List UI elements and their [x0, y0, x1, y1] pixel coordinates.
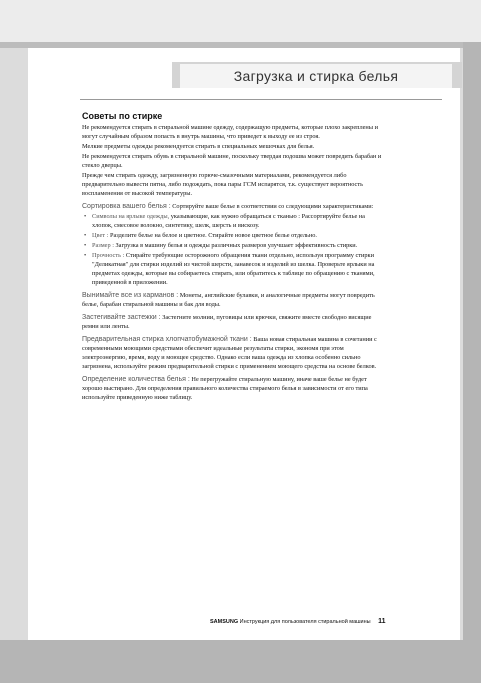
item-term: Прочность :	[92, 252, 125, 259]
content	[82, 112, 382, 402]
load-section	[82, 375, 382, 402]
pockets-text: Монеты, английские булавки, и аналогичные предметы могут повредить белье, барабан стиральной машины и бак для воды.	[82, 292, 375, 308]
list-item	[92, 251, 382, 287]
sort-list	[82, 212, 382, 287]
list-item	[92, 231, 382, 240]
item-text: указывающие, как нужно обращаться с тканью : Рассортируйте белье на хлопок, смесовое волокно, синтетику, шелк, шерсть и вискозу.	[92, 213, 365, 229]
load-title: Определение количества белья :	[82, 376, 190, 383]
fasteners-title: Застегивайте застежки :	[82, 314, 161, 321]
bottom-band	[0, 640, 481, 683]
footer-text: Инструкция для пользователя стиральной машины	[239, 619, 371, 625]
pockets-title: Вынимайте все из карманов :	[82, 292, 179, 299]
intro-paragraph: Прежде чем стирать одежду, загрязненную горюче-смазочными материалами, рекомендуется либо предварительно вывести пятна, либо подождать, пока пары ГСМ испарятся, т.к. существует вероятность воспламенения от высокой температуры.	[82, 172, 363, 197]
section-heading: Советы по стирке	[82, 111, 163, 121]
item-text: Стирайте требующие осторожного обращения ткани отдельно, используя программу стирки "Деликатная" для стирки изделий из чистой шерсти, занавесок и изделий из шелка. Проверьте ярлыки на предметах одежды, которые вы собираетесь стирать, или обратитесь к таблице по обращению с тканями, приведенной в приложении.	[92, 252, 375, 286]
item-text: Разделите белье на белое и цветное. Стирайте новое цветное белье отдельно.	[109, 232, 317, 239]
item-term: Размер :	[92, 242, 114, 249]
load-text: Не перегружайте стиральную машину, иначе ваше белье не будет хорошо выстирано. Для определения правильного количества стираемого белья в зависимости от его типа используйте приведенную ниже таблицу.	[82, 376, 368, 401]
prewash-text: Ваша новая стиральная машина в сочетании с современными моющими средствами обеспечит идеальные результаты стирки, экономя при этом электроэнергию, время, воду и моющее средство. Однако если ваша одежда из хлопка особенно сильно загрязнена, используйте режим предварительной стирки с применением моющего средства на основе белков.	[82, 336, 377, 370]
pockets-section	[82, 291, 382, 309]
prewash-section	[82, 335, 382, 371]
fasteners-section	[82, 313, 382, 331]
footer	[210, 618, 410, 625]
list-item	[92, 212, 382, 230]
intro-paragraph: Не рекомендуется стирать в стиральной машине одежду, содержащую предметы, которые плохо закреплены и могут случайным образом попасть в внутрь машины, что приведет к выходу ее из строя.	[82, 124, 378, 140]
brand-logo: SAMSUNG	[210, 619, 239, 625]
sort-section	[82, 202, 382, 287]
item-text: Загрузка в машину белья и одежды различных размеров улучшает эффективность стирки.	[115, 242, 358, 249]
sort-text: Сортируйте ваше белье в соответствии со следующими характеристиками:	[172, 203, 374, 210]
list-item	[92, 241, 382, 250]
sort-title: Сортировка вашего белья :	[82, 203, 171, 210]
intro-paragraph: Мелкие предметы одежды рекомендуется стирать в специальных мешочках для белья.	[82, 143, 315, 150]
fasteners-text: Застегните молнии, пуговицы или крючки, свяжите вместе свободно висящие ремни или ленты.	[82, 314, 372, 330]
item-term: Символы на ярлыке одежды,	[92, 213, 170, 220]
prewash-title: Предварительная стирка хлопчатобумажной ткани :	[82, 336, 252, 343]
header-rule	[80, 99, 442, 100]
intro-paragraph: Не рекомендуется стирать обувь в стиральной машине, поскольку твердая подошва может повредить барабан и стекло дверцы.	[82, 153, 382, 169]
right-band	[463, 42, 481, 642]
page-title: Загрузка и стирка белья	[180, 64, 452, 88]
page-number: 11	[378, 618, 386, 625]
item-term: Цвет :	[92, 232, 109, 239]
top-band	[0, 0, 481, 42]
